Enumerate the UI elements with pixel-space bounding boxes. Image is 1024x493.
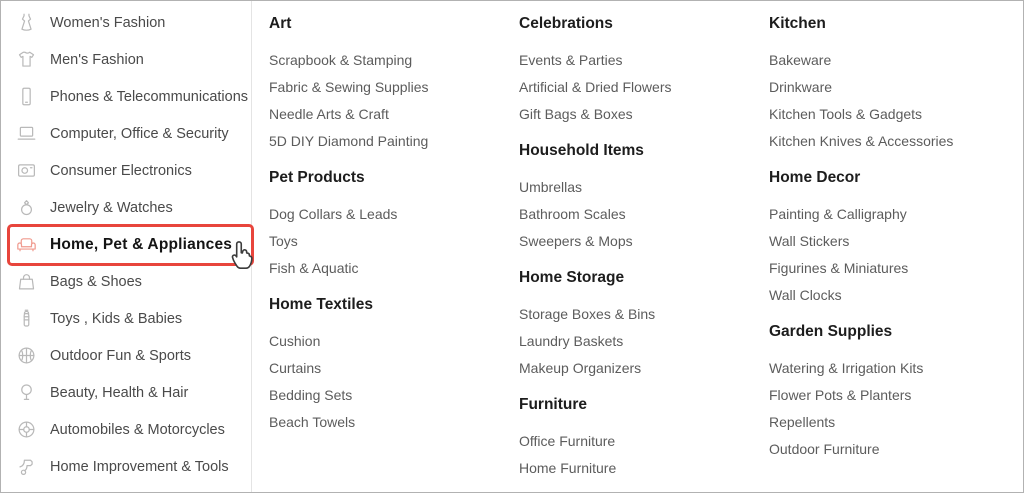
subcategory-link-events-parties[interactable]: Events & Parties bbox=[519, 52, 623, 68]
subcategory-link-toys[interactable]: Toys bbox=[269, 233, 298, 249]
sidebar-item-label: Men's Fashion bbox=[50, 51, 144, 68]
subcategory-group-title-home-decor[interactable]: Home Decor bbox=[769, 169, 861, 186]
sidebar-item-label: Jewelry & Watches bbox=[50, 199, 173, 216]
sidebar-item-home-improvement-tools[interactable] bbox=[1, 448, 251, 485]
sidebar-item-label: Toys , Kids & Babies bbox=[50, 310, 183, 327]
camera-icon bbox=[16, 160, 37, 181]
basketball-icon bbox=[16, 345, 37, 366]
subcategory-link-beach-towels[interactable]: Beach Towels bbox=[269, 414, 356, 430]
sidebar-item-label: Outdoor Fun & Sports bbox=[50, 347, 192, 364]
subcategory-link-needle-arts-craft[interactable]: Needle Arts & Craft bbox=[269, 106, 389, 122]
sidebar-item-label: Consumer Electronics bbox=[50, 162, 192, 179]
sidebar-item-label: Home Improvement & Tools bbox=[50, 458, 229, 475]
sidebar-item-label: Home, Pet & Appliances bbox=[50, 235, 233, 253]
subcategory-group-title-pet-products[interactable]: Pet Products bbox=[269, 169, 365, 186]
subcategory-link-gift-bags-boxes[interactable]: Gift Bags & Boxes bbox=[519, 106, 633, 122]
sidebar-item-bags-shoes[interactable] bbox=[1, 263, 251, 300]
mirror-icon bbox=[16, 382, 37, 403]
subcategory-link-laundry-baskets[interactable]: Laundry Baskets bbox=[519, 333, 624, 349]
dress-icon bbox=[16, 12, 37, 33]
subcategory-group-title-garden-supplies[interactable]: Garden Supplies bbox=[769, 323, 893, 340]
subcategory-link-home-furniture[interactable]: Home Furniture bbox=[519, 460, 617, 476]
sidebar-item-men-s-fashion[interactable] bbox=[1, 41, 251, 78]
baby-bottle-icon bbox=[16, 308, 37, 329]
subcategory-link-outdoor-furniture[interactable]: Outdoor Furniture bbox=[769, 441, 880, 457]
sidebar-item-toys-kids-babies[interactable] bbox=[1, 300, 251, 337]
subcategory-link-umbrellas[interactable]: Umbrellas bbox=[519, 179, 583, 195]
flyout-column-2 bbox=[519, 1, 769, 492]
subcategory-link-bedding-sets[interactable]: Bedding Sets bbox=[269, 387, 353, 403]
sidebar-item-phones-telecommunications[interactable] bbox=[1, 78, 251, 115]
subcategory-link-office-furniture[interactable]: Office Furniture bbox=[519, 433, 616, 449]
subcategory-link-flower-pots-planters[interactable]: Flower Pots & Planters bbox=[769, 387, 912, 403]
flyout-column-3 bbox=[769, 1, 1019, 492]
subcategory-group-title-furniture[interactable]: Furniture bbox=[519, 396, 588, 413]
sidebar-item-label: Automobiles & Motorcycles bbox=[50, 421, 225, 438]
sidebar-item-computer-office-security[interactable] bbox=[1, 115, 251, 152]
sidebar-item-beauty-health-hair[interactable] bbox=[1, 374, 251, 411]
subcategory-link-scrapbook-stamping[interactable]: Scrapbook & Stamping bbox=[269, 52, 413, 68]
subcategory-link-storage-boxes-bins[interactable]: Storage Boxes & Bins bbox=[519, 306, 656, 322]
sidebar-item-label: Computer, Office & Security bbox=[50, 125, 229, 142]
subcategory-link-drinkware[interactable]: Drinkware bbox=[769, 79, 833, 95]
subcategory-link-bathroom-scales[interactable]: Bathroom Scales bbox=[519, 206, 626, 222]
subcategory-link-dog-collars-leads[interactable]: Dog Collars & Leads bbox=[269, 206, 398, 222]
subcategory-link-kitchen-tools-gadgets[interactable]: Kitchen Tools & Gadgets bbox=[769, 106, 923, 122]
subcategory-link-fabric-sewing-supplies[interactable]: Fabric & Sewing Supplies bbox=[269, 79, 429, 95]
subcategory-link-cushion[interactable]: Cushion bbox=[269, 333, 321, 349]
category-sidebar bbox=[1, 1, 252, 492]
subcategory-link-fish-aquatic[interactable]: Fish & Aquatic bbox=[269, 260, 359, 276]
sidebar-item-jewelry-watches[interactable] bbox=[1, 189, 251, 226]
subcategory-link-5d-diy-diamond-painting[interactable]: 5D DIY Diamond Painting bbox=[269, 133, 429, 149]
smartphone-icon bbox=[16, 86, 37, 107]
sidebar-item-home-pet-appliances[interactable] bbox=[1, 226, 251, 263]
subcategory-group-title-home-storage[interactable]: Home Storage bbox=[519, 269, 625, 286]
laptop-icon bbox=[16, 123, 37, 144]
subcategory-link-bakeware[interactable]: Bakeware bbox=[769, 52, 832, 68]
sidebar-item-automobiles-motorcycles[interactable] bbox=[1, 411, 251, 448]
wheel-icon bbox=[16, 419, 37, 440]
subcategory-link-artificial-dried-flowers[interactable]: Artificial & Dried Flowers bbox=[519, 79, 672, 95]
subcategory-link-curtains[interactable]: Curtains bbox=[269, 360, 322, 376]
subcategory-link-sweepers-mops[interactable]: Sweepers & Mops bbox=[519, 233, 633, 249]
handbag-icon bbox=[16, 271, 37, 292]
tshirt-icon bbox=[16, 49, 37, 70]
subcategory-group-title-kitchen[interactable]: Kitchen bbox=[769, 15, 826, 32]
sidebar-item-label: Women's Fashion bbox=[50, 14, 166, 31]
subcategory-link-wall-stickers[interactable]: Wall Stickers bbox=[769, 233, 850, 249]
sidebar-item-label: Phones & Telecommunications bbox=[50, 88, 249, 105]
sidebar-item-label: Beauty, Health & Hair bbox=[50, 384, 189, 401]
sidebar-item-label: Bags & Shoes bbox=[50, 273, 142, 290]
sidebar-item-outdoor-fun-sports[interactable] bbox=[1, 337, 251, 374]
subcategory-link-kitchen-knives-accessories[interactable]: Kitchen Knives & Accessories bbox=[769, 133, 954, 149]
subcategory-link-painting-calligraphy[interactable]: Painting & Calligraphy bbox=[769, 206, 907, 222]
sofa-icon bbox=[16, 234, 37, 255]
subcategory-flyout bbox=[252, 1, 1023, 492]
subcategory-link-makeup-organizers[interactable]: Makeup Organizers bbox=[519, 360, 642, 376]
sidebar-item-consumer-electronics[interactable] bbox=[1, 152, 251, 189]
drill-icon bbox=[16, 456, 37, 477]
subcategory-link-repellents[interactable]: Repellents bbox=[769, 414, 836, 430]
subcategory-group-title-home-textiles[interactable]: Home Textiles bbox=[269, 296, 373, 313]
subcategory-link-figurines-miniatures[interactable]: Figurines & Miniatures bbox=[769, 260, 909, 276]
subcategory-group-title-art[interactable]: Art bbox=[269, 15, 292, 32]
subcategory-group-title-household-items[interactable]: Household Items bbox=[519, 142, 644, 159]
ring-icon bbox=[16, 197, 37, 218]
subcategory-link-wall-clocks[interactable]: Wall Clocks bbox=[769, 287, 842, 303]
subcategory-link-watering-irrigation-kits[interactable]: Watering & Irrigation Kits bbox=[769, 360, 924, 376]
flyout-column-1 bbox=[269, 1, 519, 492]
subcategory-group-title-celebrations[interactable]: Celebrations bbox=[519, 15, 613, 32]
sidebar-item-women-s-fashion[interactable] bbox=[1, 4, 251, 41]
